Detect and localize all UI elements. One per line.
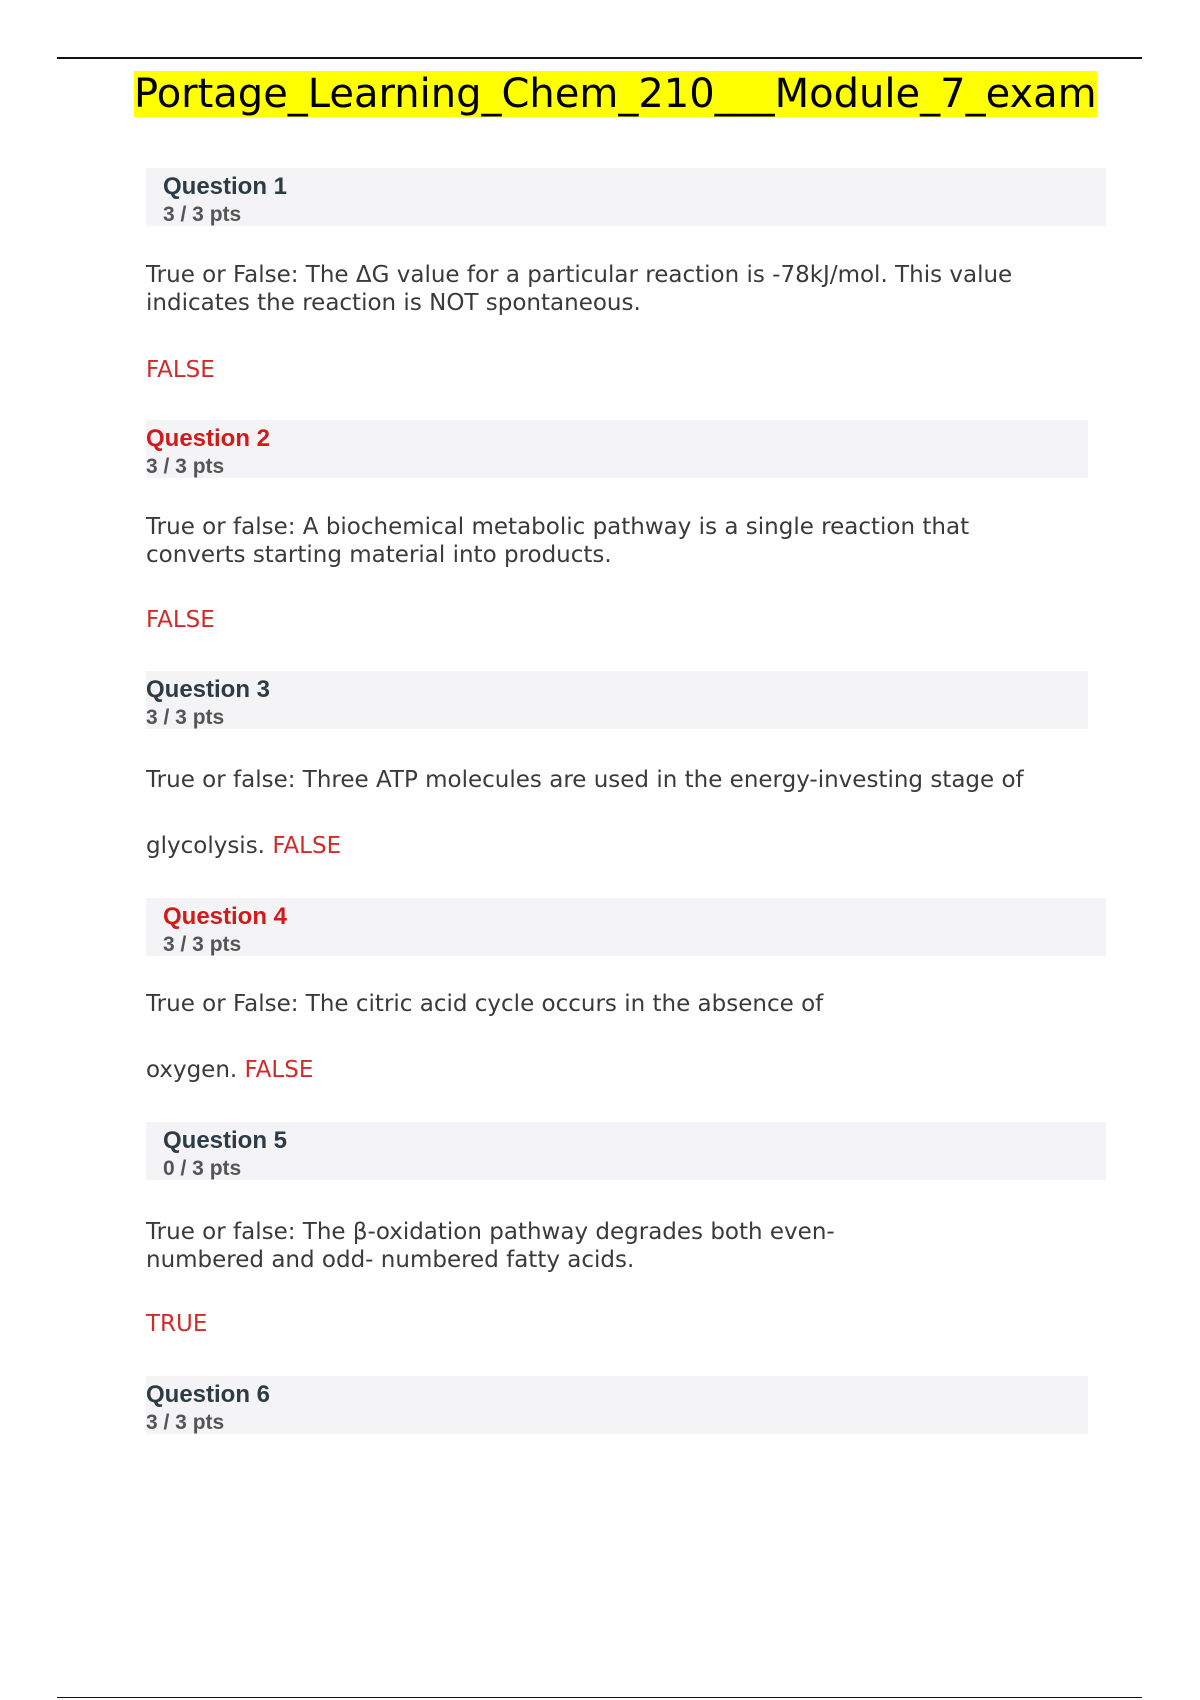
question-2-points: 3 / 3 pts [146,455,225,478]
question-2-title: Question 2 [146,425,271,452]
question-5-title: Question 5 [163,1127,288,1154]
question-5-text-line1: True or false: The β-oxidation pathway degrades both even- [146,1219,835,1245]
top-rule [57,57,1142,59]
question-2-text: True or false: A biochemical metabolic pathway is a single reaction that converts starting material into products. [146,514,970,568]
question-3-answer: FALSE [272,833,342,859]
question-4-points: 3 / 3 pts [163,933,242,956]
question-3-text-line1: True or false: Three ATP molecules are used in the energy-investing stage of [146,767,1024,793]
question-4-text-end: oxygen. [146,1057,238,1083]
question-2-header [146,420,1088,478]
question-1-title: Question 1 [163,173,288,200]
question-4-header [146,898,1106,956]
question-3-points: 3 / 3 pts [146,706,225,729]
question-3-text-line2 [146,832,1106,860]
question-3-header [146,671,1088,729]
question-5-text-line2: numbered and odd- numbered fatty acids. [146,1247,635,1273]
question-1-points: 3 / 3 pts [163,203,242,226]
question-1-text: True or False: The ΔG value for a particular reaction is -78kJ/mol. This value indicates the reaction is NOT spontaneous. [146,262,1013,316]
question-4-title: Question 4 [163,903,288,930]
question-1-header [146,168,1106,226]
question-4-text-line2 [146,1056,1106,1084]
question-5-header [146,1122,1106,1180]
bottom-rule [57,1697,1142,1698]
question-4-answer: FALSE [244,1057,314,1083]
question-5-answer: TRUE [146,1311,208,1337]
document-title: Portage_Learning_Chem_210___Module_7_exam [134,71,1097,117]
question-3-text-end: glycolysis. [146,833,265,859]
question-6-title: Question 6 [146,1381,271,1408]
question-3-title: Question 3 [146,676,271,703]
question-1-answer: FALSE [146,357,215,383]
question-6-points: 3 / 3 pts [146,1411,225,1434]
question-5-points: 0 / 3 pts [163,1157,242,1180]
question-2-answer: FALSE [146,607,215,633]
question-4-text-line1: True or False: The citric acid cycle occurs in the absence of [146,991,824,1017]
question-6-header [146,1376,1088,1434]
